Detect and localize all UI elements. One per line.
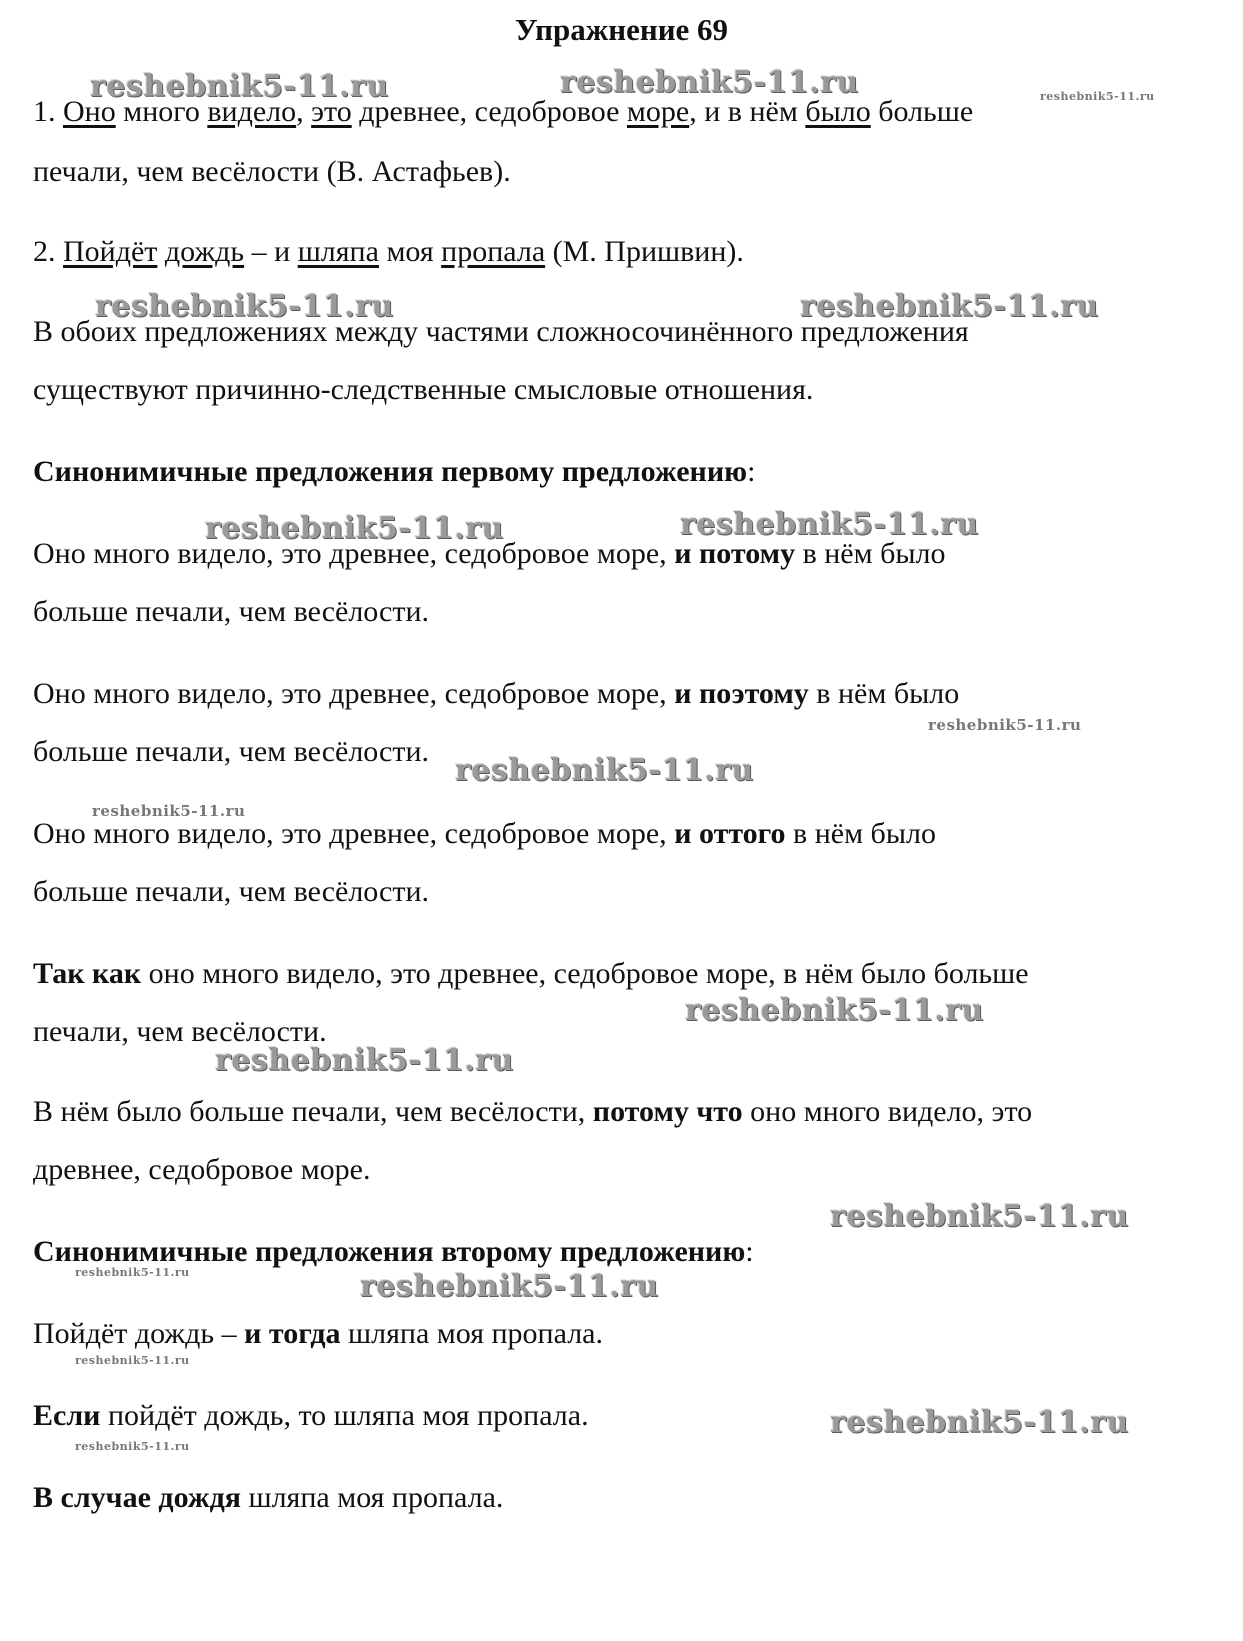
conjunction: и поэтому <box>674 677 809 710</box>
text-fragment: в нём было <box>795 537 946 570</box>
watermark: reshebnik5-11.ru <box>830 1405 1129 1440</box>
watermark: reshebnik5-11.ru <box>205 511 504 546</box>
synonym-2c <box>33 1478 503 1518</box>
underlined-word: дождь <box>164 235 245 268</box>
conjunction: и оттого <box>674 817 786 850</box>
text-fragment: в нём было <box>808 677 960 710</box>
conjunction: Так как <box>33 957 142 990</box>
text-fragment: , и в нём <box>689 95 806 128</box>
text-fragment <box>157 235 165 268</box>
text-fragment: В нём было больше печали, чем весёлости, <box>33 1095 593 1128</box>
sentence-number: 2. <box>33 235 63 268</box>
heading-colon: : <box>747 455 756 488</box>
watermark: reshebnik5-11.ru <box>75 1440 190 1453</box>
text-fragment: пойдёт дождь, то шляпа моя пропала. <box>100 1399 589 1432</box>
heading-text: Синонимичные предложения второму предложению <box>33 1235 746 1268</box>
synonym-1c-line-1 <box>33 814 936 854</box>
sentence-number: 1. <box>33 95 63 128</box>
watermark: reshebnik5-11.ru <box>928 716 1082 734</box>
watermark: reshebnik5-11.ru <box>75 1354 190 1367</box>
watermark: reshebnik5-11.ru <box>685 993 984 1028</box>
text-fragment: Оно много видело, это древнее, седобровое море, <box>33 817 675 850</box>
synonym-2a <box>33 1314 603 1354</box>
conjunction: В случае дождя <box>33 1481 241 1514</box>
heading-text: Синонимичные предложения первому предложению <box>33 455 748 488</box>
text-fragment: Оно много видело, это древнее, седобровое море, <box>33 537 675 570</box>
heading-first-synonyms <box>33 452 755 492</box>
text-fragment: шляпа моя пропала. <box>240 1481 504 1514</box>
watermark: reshebnik5-11.ru <box>75 1266 190 1279</box>
text-fragment: много <box>115 95 208 128</box>
synonym-2b <box>33 1396 589 1436</box>
watermark: reshebnik5-11.ru <box>90 69 389 104</box>
text-fragment: – и <box>244 235 298 268</box>
watermark: reshebnik5-11.ru <box>800 289 1099 324</box>
underlined-word: Оно <box>63 95 116 128</box>
conjunction: и потому <box>674 537 796 570</box>
text-fragment: моя <box>378 235 442 268</box>
text-fragment: древнее, седобровое <box>351 95 627 128</box>
watermark: reshebnik5-11.ru <box>455 753 754 788</box>
synonym-1a-line-2: больше печали, чем весёлости. <box>33 595 430 628</box>
conjunction: и тогда <box>244 1317 341 1350</box>
underlined-word: это <box>311 95 352 128</box>
text-fragment: оно много видело, это <box>742 1095 1033 1128</box>
synonym-1e-line-1 <box>33 1092 1032 1132</box>
text-fragment: больше <box>870 95 974 128</box>
synonym-1d-line-1 <box>33 954 1029 994</box>
underlined-word: пропала <box>441 235 546 268</box>
synonym-1b-line-2: больше печали, чем весёлости. <box>33 735 430 768</box>
watermark: reshebnik5-11.ru <box>360 1269 659 1304</box>
conjunction: потому что <box>592 1095 743 1128</box>
watermark: reshebnik5-11.ru <box>92 802 246 820</box>
text-fragment: Пойдёт дождь – <box>33 1317 245 1350</box>
synonym-1e-line-2: древнее, седобровое море. <box>33 1153 371 1186</box>
watermark: reshebnik5-11.ru <box>680 507 979 542</box>
underlined-word: было <box>805 95 871 128</box>
underlined-word: море <box>626 95 690 128</box>
watermark: reshebnik5-11.ru <box>215 1043 514 1078</box>
text-fragment: Оно много видело, это древнее, седобровое море, <box>33 677 675 710</box>
exercise-title: Упражнение 69 <box>514 12 729 47</box>
synonym-1d-line-2: печали, чем весёлости. <box>33 1015 327 1048</box>
synonym-1c-line-2: больше печали, чем весёлости. <box>33 875 430 908</box>
watermark: reshebnik5-11.ru <box>560 65 859 100</box>
conjunction: Если <box>33 1399 101 1432</box>
sentence-1-line-2: печали, чем весёлости (В. Астафьев). <box>33 155 511 188</box>
explanation-line-1: В обоих предложениях между частями сложносочинённого предложения <box>33 315 969 348</box>
text-fragment: шляпа моя пропала. <box>340 1317 603 1350</box>
synonym-1b-line-1 <box>33 674 959 714</box>
sentence-2 <box>33 232 744 272</box>
heading-colon: : <box>745 1235 754 1268</box>
watermark: reshebnik5-11.ru <box>830 1199 1129 1234</box>
underlined-word: Пойдёт <box>63 235 158 268</box>
watermark: reshebnik5-11.ru <box>95 289 394 324</box>
text-fragment: в нём было <box>785 817 936 850</box>
text-fragment: (М. Пришвин). <box>545 235 744 268</box>
text-fragment: , <box>296 95 312 128</box>
underlined-word: видело <box>207 95 297 128</box>
underlined-word: шляпа <box>297 235 379 268</box>
explanation-line-2: существуют причинно-следственные смысловые отношения. <box>33 373 814 406</box>
text-fragment: оно много видело, это древнее, седобровое море, в нём было больше <box>141 957 1029 990</box>
watermark: reshebnik5-11.ru <box>1040 90 1155 103</box>
